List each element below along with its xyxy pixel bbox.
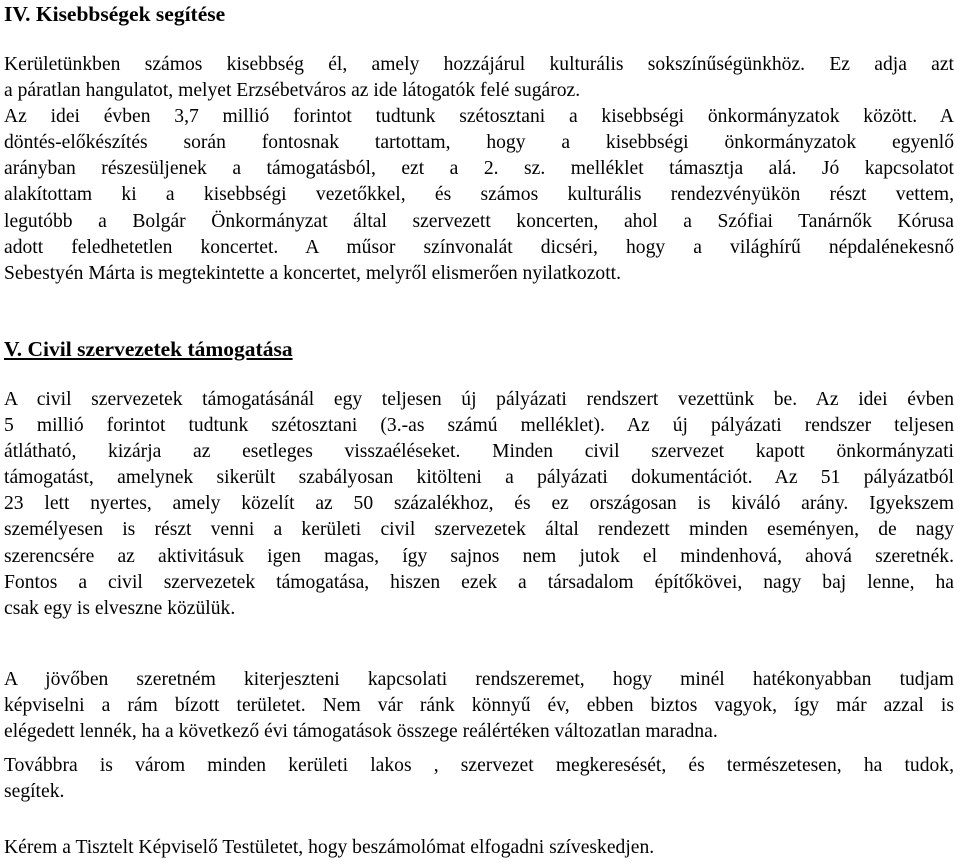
paragraph-line: arányban részesüljenek a támogatásból, ezt a 2. sz. melléklet támasztja alá. Jó kapcsolatot xyxy=(4,158,954,180)
paragraph-line: személyesen is részt venni a kerületi civil szervezetek által rendezett minden eseményen, de nagy xyxy=(4,519,954,541)
paragraph-line: 5 millió forintot tudtunk szétosztani (3.-as számú melléklet). Az új pályázati rendszer teljesen xyxy=(4,415,954,437)
paragraph-line: átlátható, kizárja az esetleges visszaéléseket. Minden civil szervezet kapott önkormányzati xyxy=(4,441,954,463)
paragraph-line: adott feledhetetlen koncertet. A műsor színvonalát dicséri, hogy a világhírű népdalénekesnő xyxy=(4,236,954,258)
paragraph-minorities xyxy=(4,52,954,287)
paragraph-civil-organizations xyxy=(4,387,954,622)
section-heading-civil-organizations: V. Civil szervezetek támogatása xyxy=(4,337,293,361)
section-heading-minorities: IV. Kisebbségek segítése xyxy=(4,2,226,26)
paragraph-line: Továbbra is várom minden kerületi lakos , szervezet megkeresését, és természetesen, ha tudok, xyxy=(4,755,954,776)
paragraph-line: Az idei évben 3,7 millió forintot tudtunk szétosztani a kisebbségi önkormányzatok között. A xyxy=(4,106,954,128)
paragraph-line: támogatást, amelynek sikerült szabályosan kitölteni a pályázati dokumentációt. Az 51 pályázatból xyxy=(4,467,954,489)
paragraph-line: Fontos a civil szervezetek támogatása, hiszen ezek a társadalom építőkövei, nagy baj lenne, ha xyxy=(4,571,954,593)
paragraph-closing-request xyxy=(4,835,954,861)
paragraph-line: Kérem a Tisztelt Képviselő Testületet, hogy beszámolómat elfogadni szíveskedjen. xyxy=(4,837,655,858)
paragraph-line: képviselni a rám bízott területet. Nem vár ránk könnyű év, ebben biztos vagyok, így már azzal is xyxy=(4,695,954,717)
paragraph-line: csak egy is elveszne közülük. xyxy=(4,597,236,619)
paragraph-line: Kerületünkben számos kisebbség él, amely hozzájárul kulturális sokszínűségünkhöz. Ez adja azt xyxy=(4,54,954,75)
paragraph-line: A jövőben szeretném kiterjeszteni kapcsolati rendszeremet, hogy minél hatékonyabban tudjam xyxy=(4,669,954,690)
paragraph-line: segítek. xyxy=(4,781,65,803)
paragraph-future-plans xyxy=(4,667,954,745)
paragraph-line: szerencsére az aktivitásuk igen magas, így sajnos nem jutok el mindenhová, ahová szeretnék. xyxy=(4,545,954,567)
paragraph-line: a páratlan hangulatot, melyet Erzsébetváros az ide látogatók felé sugároz. xyxy=(4,80,581,102)
paragraph-line: elégedett lennék, ha a következő évi támogatások összege reálértéken változatlan maradna. xyxy=(4,721,718,743)
paragraph-line: legutóbb a Bolgár Önkormányzat által szervezett koncerten, ahol a Szófiai Tanárnők Kórusa xyxy=(4,210,954,232)
paragraph-request xyxy=(4,753,954,805)
paragraph-line: A civil szervezetek támogatásánál egy teljesen új pályázati rendszert vezettünk be. Az idei évben xyxy=(4,389,954,410)
paragraph-line: Sebestyén Márta is megtekintette a koncertet, melyről elismerően nyilatkozott. xyxy=(4,262,622,284)
paragraph-line: döntés-előkészítés során fontosnak tartottam, hogy a kisebbségi önkormányzatok egyenlő xyxy=(4,132,954,154)
paragraph-line: 23 lett nyertes, amely közelít az 50 százalékhoz, és ez országosan is kiváló arány. Igyekszem xyxy=(4,493,954,515)
paragraph-line: alakítottam ki a kisebbségi vezetőkkel, és számos kulturális rendezvényükön részt vettem, xyxy=(4,184,954,206)
